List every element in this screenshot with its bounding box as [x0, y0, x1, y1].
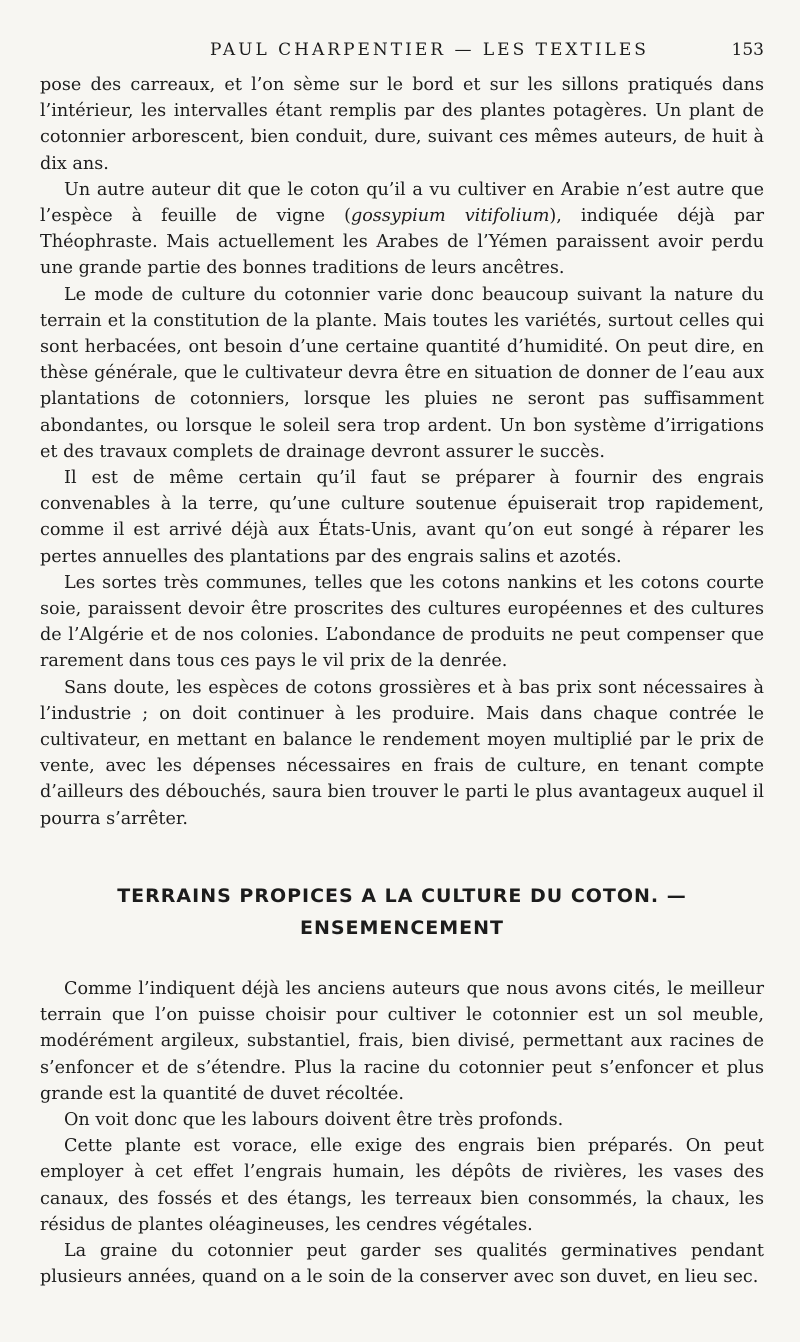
paragraph-text: Un autre auteur dit que le coton qu’il a vu cultiver en Arabie n’est autre que l’espèce à feuille de vigne (	[40, 179, 764, 227]
paragraph: La graine du cotonnier peut garder ses qualités germinatives pendant plusieurs années, quand on a le soin de la conserver avec son duvet, en lieu sec.	[40, 1240, 764, 1288]
section-heading	[40, 880, 764, 944]
running-title: PAUL CHARPENTIER — LES TEXTILES	[210, 40, 649, 60]
running-head	[0, 40, 800, 64]
paragraph: Les sortes très communes, telles que les cotons nankins et les cotons courte soie, paraissent devoir être proscrites des cultures européennes et des cultures de l’Algérie et de nos colonies. L’abondance de produits ne peut compenser que rarement dans tous ces pays le vil prix de la denrée.	[40, 572, 764, 672]
section-text	[40, 976, 764, 1290]
paragraph-text: ), indiquée déjà par Théophraste. Mais actuellement les Arabes de l’Yémen paraissent avoir perdu une grande partie des bonnes traditions de leurs ancêtres.	[40, 206, 765, 279]
body-text	[40, 72, 764, 1290]
paragraph-with-italic-term	[40, 177, 764, 282]
page-number: 153	[731, 40, 764, 60]
section-heading-line: ENSEMENCEMENT	[299, 916, 504, 939]
paragraph: Cette plante est vorace, elle exige des engrais bien préparés. On peut employer à cet effet l’engrais humain, les dépôts de rivières, les vases des canaux, des fossés et des étangs, les terreaux bien consommés, la chaux, les résidus de plantes oléagineuses, les cendres végétales.	[40, 1136, 764, 1235]
section-continued-text	[40, 72, 764, 832]
paragraph: Comme l’indiquent déjà les anciens auteurs que nous avons cités, le meilleur terrain que l’on puisse choisir pour cultiver le cotonnier est un sol meuble, modérément argileux, substantiel, frais, bien divisé, permettant aux racines de s’enfoncer et de s’étendre. Plus la racine du cotonnier peut s’enfoncer et plus grande est la quantité de duvet récoltée.	[40, 978, 764, 1104]
paragraph: Le mode de culture du cotonnier varie donc beaucoup suivant la nature du terrain et la constitution de la plante. Mais toutes les variétés, surtout celles qui sont herbacées, ont besoin d’une certaine quantité d’humidité. On peut dire, en thèse générale, que le cultivateur devra être en situation de donner de l’eau aux plantations de cotonniers, lorsque les pluies ne seront pas suffisamment abondantes, ou lorsque le soleil sera trop ardent. Un bon système d’irrigations et des travaux complets de drainage devront assurer le succès.	[40, 284, 764, 462]
paragraph: pose des carreaux, et l’on sème sur le bord et sur les sillons pratiqués dans l’intérieur, les intervalles étant remplis par des plantes potagères. Un plant de cotonnier arborescent, bien conduit, dure, suivant ces mêmes auteurs, de huit à dix ans.	[40, 75, 764, 174]
paragraph: Sans doute, les espèces de cotons grossières et à bas prix sont nécessaires à l’industrie ; on doit continuer à les produire. Mais dans chaque contrée le cultivateur, en mettant en balance le rendement moyen multiplié par le prix de vente, avec les dépenses nécessaires en frais de culture, en tenant compte d’ailleurs des débouchés, saura bien trouver le parti le plus avantageux auquel il pourra s’arrêter.	[40, 677, 764, 829]
italic-species-name: gossypium vitifolium	[350, 206, 550, 227]
section-heading-line: TERRAINS PROPICES A LA CULTURE DU COTON. —	[117, 884, 687, 907]
paragraph: On voit donc que les labours doivent être très profonds.	[64, 1109, 564, 1130]
paragraph: Il est de même certain qu’il faut se préparer à fournir des engrais convenables à la terre, qu’une culture soutenue épuiserait trop rapidement, comme il est arrivé déjà aux États-Unis, avant qu’on eut songé à réparer les pertes annuelles des plantations par des engrais salins et azotés.	[40, 468, 764, 567]
